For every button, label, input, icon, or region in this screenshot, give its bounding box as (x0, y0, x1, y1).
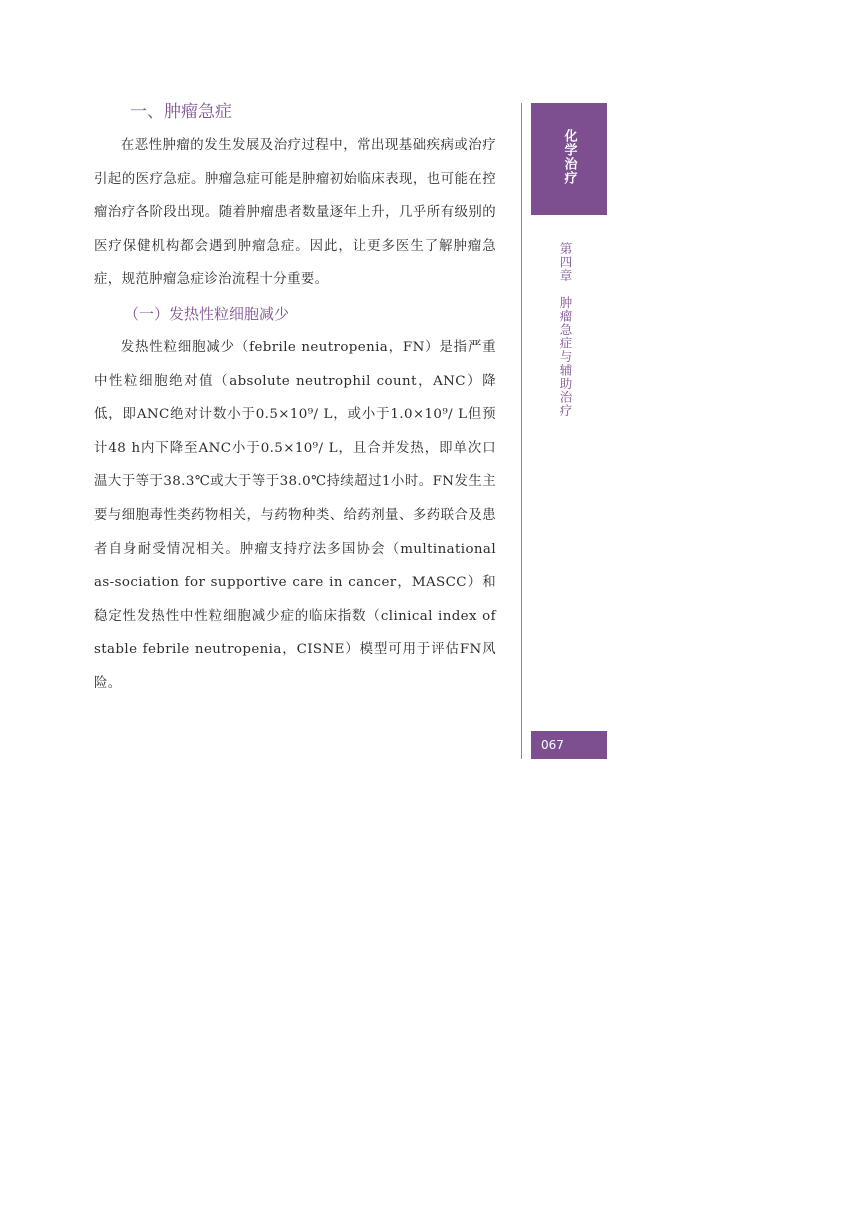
margin-divider (521, 103, 522, 759)
page-number: 067 (531, 731, 607, 759)
section-heading: 一、肿瘤急症 (130, 102, 232, 122)
fn-paragraph: 发热性粒细胞减少（febrile neutropenia，FN）是指严重中性粒细胞绝对值（absolute neutrophil count，ANC）降低，即ANC绝对计数小于0.5×10⁹/ L，或小于1.0×10⁹/ L但预计48 h内下降至ANC小于0.5×10⁹/ L，且合并发热，即单次口温大于等于38.3℃或大于等于38.0℃持续超过1小时。FN发生主要与细胞毒性类药物相关，与药物种类、给药剂量、多药联合及患者自身耐受情况相关。肿瘤支持疗法多国协会（multinational as-sociation for supportive care in cancer，MASCC）和稳定性发热性中性粒细胞减少症的临床指数（clinical index of stable febrile neutropenia，CISNE）模型可用于评估FN风险。 (94, 339, 496, 691)
intro-paragraph: 在恶性肿瘤的发生发展及治疗过程中，常出现基础疾病或治疗引起的医疗急症。肿瘤急症可能是肿瘤初始临床表现，也可能在控瘤治疗各阶段出现。随着肿瘤患者数量逐年上升，几乎所有级别的医疗保健机构都会遇到肿瘤急症。因此，让更多医生了解肿瘤急症，规范肿瘤急症诊治流程十分重要。 (94, 138, 496, 288)
subsection-heading: （一）发热性粒细胞减少 (124, 304, 290, 323)
main-text-column (94, 95, 496, 701)
section-tab-label: 化学治疗 (561, 129, 577, 185)
section-tab (531, 103, 607, 215)
chapter-title: 第四章 肿瘤急症与辅助治疗 (558, 242, 573, 418)
